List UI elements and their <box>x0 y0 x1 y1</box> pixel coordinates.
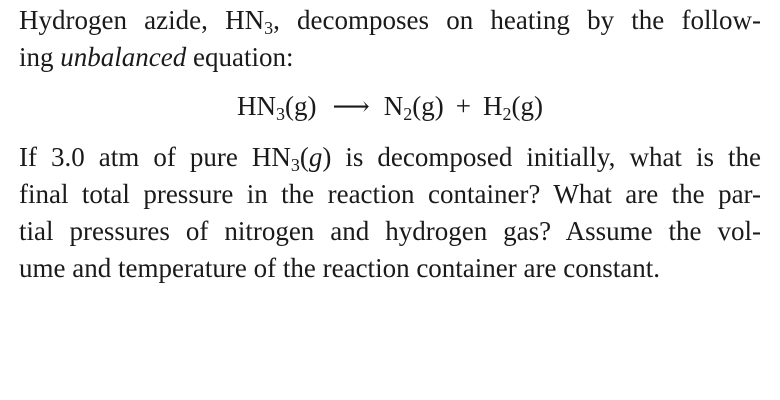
question-line-1 <box>19 139 761 176</box>
eq-plus: + <box>455 91 471 121</box>
question-line-3: tial pressures of nitrogen and hydrogen gas? Assume the vol- <box>19 216 761 246</box>
intro-text-2a: ing <box>19 42 61 72</box>
intro-italic-unbalanced: unbalanced <box>60 42 187 72</box>
eq-product2: H <box>483 91 503 121</box>
eq-product1: N <box>383 91 404 121</box>
eq-reactant-subscript: 3 <box>276 104 286 124</box>
question-paren: ( <box>299 142 309 172</box>
eq-reactant-phase: (g) <box>285 91 317 121</box>
intro-text-2b: equation: <box>186 42 294 72</box>
eq-reactant: HN <box>237 91 277 121</box>
intro-text-1a: Hydrogen azide, HN <box>19 5 265 35</box>
reaction-arrow: ⟶ <box>332 92 370 121</box>
eq-product1-phase: (g) <box>412 91 444 121</box>
question-text-1b: ) is decomposed initially, what is the <box>322 142 761 172</box>
intro-text-1b: , decomposes on heating by the follow- <box>273 5 761 35</box>
question-italic-g: g <box>308 142 323 172</box>
intro-line-2 <box>19 39 293 76</box>
intro-line-1 <box>19 2 761 39</box>
question-line-2: final total pressure in the reaction container? What are the par- <box>19 179 761 209</box>
intro-subscript-3: 3 <box>264 18 274 38</box>
question-subscript-3: 3 <box>290 155 300 175</box>
question-text-1a: If 3.0 atm of pure HN <box>19 142 291 172</box>
question-line-4: ume and temperature of the reaction container are constant. <box>19 253 660 283</box>
eq-product2-subscript: 2 <box>502 104 512 124</box>
eq-product2-phase: (g) <box>511 91 543 121</box>
chemical-equation <box>0 88 780 125</box>
eq-product1-subscript: 2 <box>403 104 413 124</box>
